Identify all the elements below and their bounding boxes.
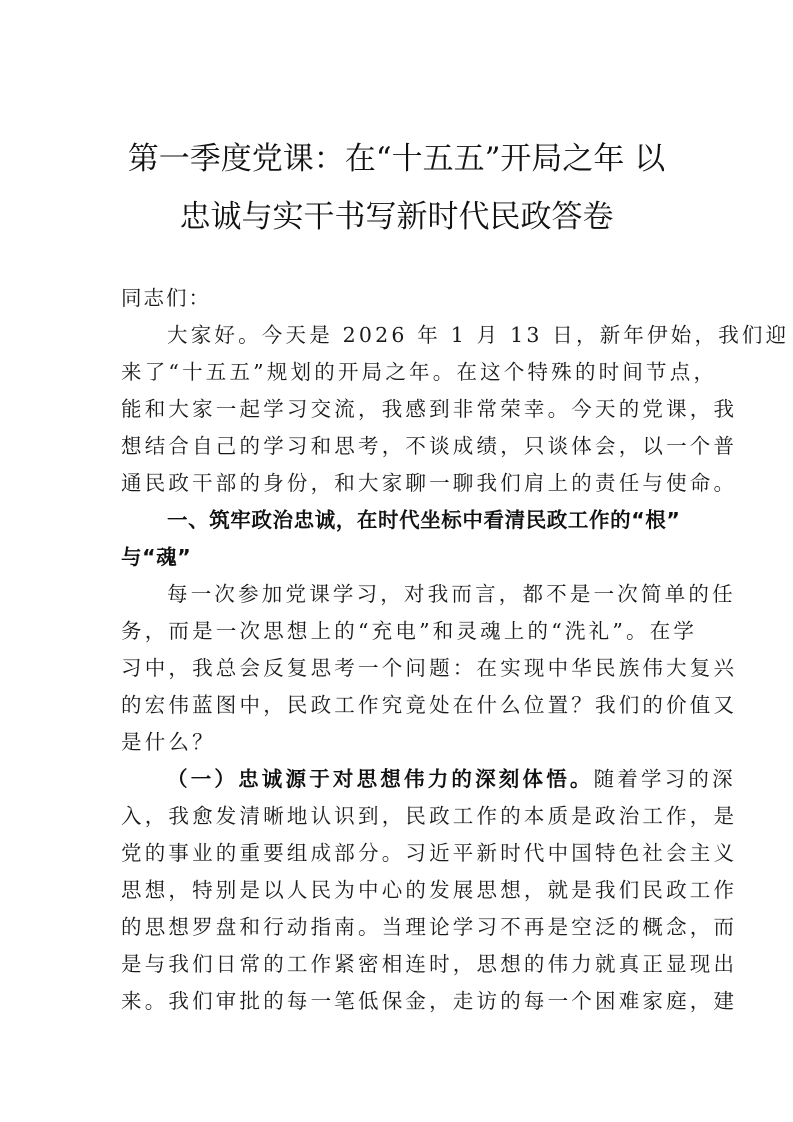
text-line: 大家好。今天是 2026 年 1 月 13 日，新年伊始，我们迎: [167, 323, 790, 347]
heading-line: 一、筑牢政治忠诚，在时代坐标中看清民政工作的“根”: [167, 508, 681, 532]
paragraph-reflection: [121, 576, 738, 761]
text-line: 通民政干部的身份，和大家聊一聊我们肩上的责任与使命。: [121, 471, 738, 495]
subsection-heading: （一）忠诚源于对思想伟力的深刻体悟。: [167, 767, 594, 791]
text-line: 的思想罗盘和行动指南。当理论学习不再是空泛的概念，而: [121, 915, 738, 939]
document-title: [100, 130, 693, 246]
heading-line: 与“魂”: [121, 545, 192, 569]
text-line: [121, 761, 736, 798]
text-line: 来。我们审批的每一笔低保金，走访的每一个困难家庭，建: [121, 989, 738, 1013]
text-line: 的宏伟蓝图中，民政工作究竟处在什么位置？我们的价值又: [121, 693, 738, 717]
paragraph-intro: [121, 317, 790, 502]
document-body: [121, 280, 790, 1020]
text-line: 务，而是一次思想上的“充电”和灵魂上的“洗礼”。在学: [121, 619, 698, 643]
text-line: 党的事业的重要组成部分。习近平新时代中国特色社会主义: [121, 841, 738, 865]
text-line: 是与我们日常的工作紧密相连时，思想的伟力就真正显现出: [121, 952, 738, 976]
text-line: 入，我愈发清晰地认识到，民政工作的本质是政治工作，是: [121, 804, 738, 828]
subsection-text: 随着学习的深: [593, 767, 736, 791]
title-line-1: 第一季度党课：在“十五五”开局之年 以: [127, 141, 666, 177]
text-line: 是什么？: [121, 730, 216, 754]
text-line: 每一次参加党课学习，对我而言，都不是一次简单的任: [167, 582, 736, 606]
text-line: 来了“十五五”规划的开局之年。在这个特殊的时间节点，: [121, 360, 718, 384]
text-line: 思想，特别是以人民为中心的发展思想，就是我们民政工作: [121, 878, 738, 902]
text-line: 能和大家一起学习交流，我感到非常荣幸。今天的党课，我: [121, 397, 738, 421]
section-heading-1: [121, 502, 681, 576]
subsection-1: [121, 761, 738, 1020]
greeting: 同志们：: [121, 286, 211, 310]
text-line: 习中，我总会反复思考一个问题：在实现中华民族伟大复兴: [121, 656, 738, 680]
text-line: 想结合自己的学习和思考，不谈成绩，只谈体会，以一个普: [121, 434, 738, 458]
title-line-2: 忠诚与实干书写新时代民政答卷: [179, 199, 614, 235]
